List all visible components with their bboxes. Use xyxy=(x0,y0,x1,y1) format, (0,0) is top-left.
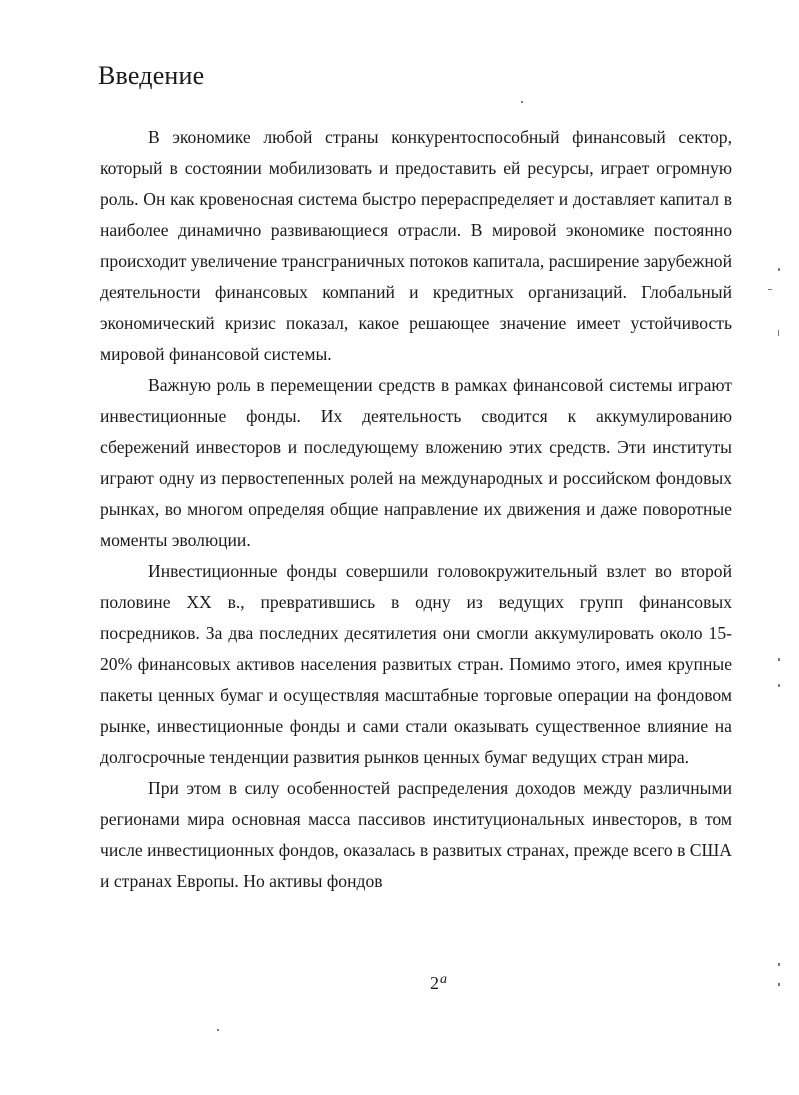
handwritten-mark: а xyxy=(440,972,447,987)
paragraph-3: Инвестиционные фонды совершили головокружительный взлет во второй половине XX в., превратившись в одну из ведущих групп финансовых посредников. За два последних десятилетия они смогли аккумулировать около 15-20% финансовых активов населения развитых стран. Помимо этого, имея крупные пакеты ценных бумаг и осуществляя масштабные торговые операции на фондовом рынке, инвестиционные фонды и сами стали оказывать существенное влияние на долгосрочные тенденции развития рынков ценных бумаг ведущих стран мира. xyxy=(100,561,732,767)
scan-speck xyxy=(521,101,523,103)
body-text xyxy=(100,122,732,897)
paragraph-2: Важную роль в перемещении средств в рамках финансовой системы играют инвестиционные фонды. Их деятельность сводится к аккумулированию сбережений инвесторов и последующему вложению этих средств. Эти институты играют одну из первостепенных ролей на международных и российском фондовых рынках, во многом определяя общие направление их движения и даже поворотные моменты эволюции. xyxy=(100,375,732,550)
scan-speck xyxy=(778,963,780,966)
scan-speck xyxy=(768,289,772,290)
scan-speck xyxy=(778,658,780,661)
scan-speck xyxy=(217,1029,219,1031)
page-number xyxy=(430,973,447,992)
paragraph-4: При этом в силу особенностей распределения доходов между различными регионами мира основная масса пассивов институциональных инвесторов, в том числе инвестиционных фондов, оказалась в развитых странах, прежде всего в США и странах Европы. Но активы фондов xyxy=(100,778,732,891)
scan-speck xyxy=(778,268,780,271)
page-heading: Введение xyxy=(98,61,205,90)
scan-speck xyxy=(778,330,779,336)
scan-speck xyxy=(778,983,780,986)
paragraph-1: В экономике любой страны конкурентоспособный финансовый сектор, который в состоянии мобилизовать и предоставить ей ресурсы, играет огромную роль. Он как кровеносная система быстро перераспределяет и доставляет капитал в наиболее динамично развивающиеся отрасли. В мировой экономике постоянно происходит увеличение трансграничных потоков капитала, расширение зарубежной деятельности финансовых компаний и кредитных организаций. Глобальный экономический кризис показал, какое решающее значение имеет устойчивость мировой финансовой системы. xyxy=(100,127,732,364)
page-number-value: 2 xyxy=(430,973,439,993)
scan-speck xyxy=(778,684,780,687)
